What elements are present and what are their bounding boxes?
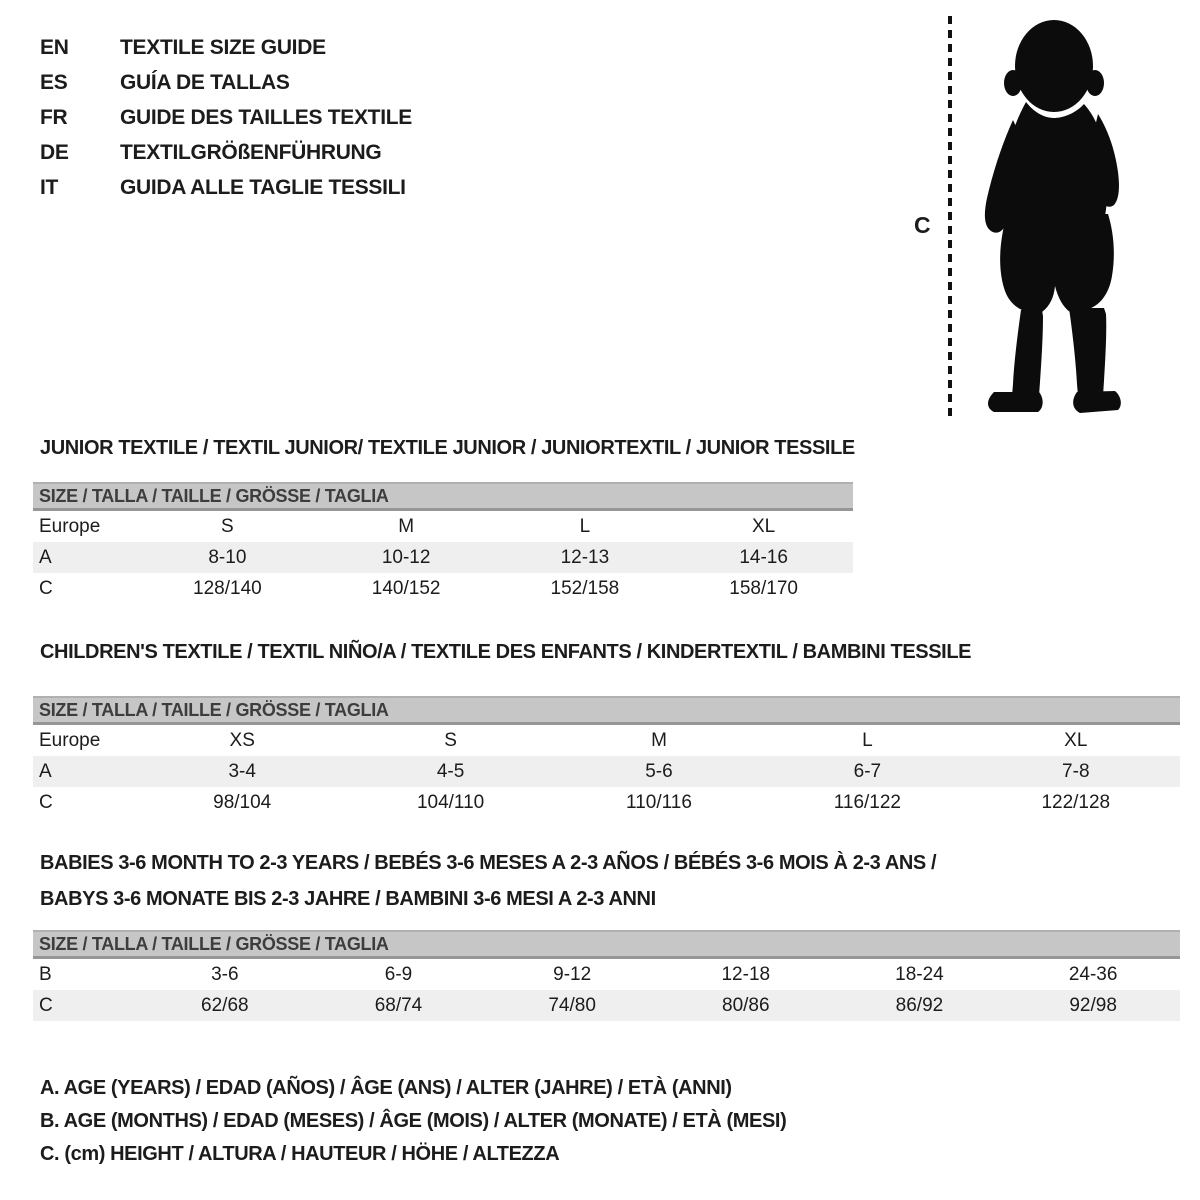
- height-cm-row: [33, 573, 853, 604]
- height-cell: 128/140: [193, 577, 262, 599]
- row-label: Europe: [39, 515, 101, 537]
- language-title-list: [40, 30, 412, 205]
- age-cell: 18-24: [895, 963, 944, 985]
- age-cell: 12-13: [496, 542, 675, 573]
- row-label: B: [39, 963, 52, 985]
- age-cell: 24-36: [1068, 963, 1118, 985]
- language-code: FR: [40, 105, 68, 129]
- height-cell: 74/80: [485, 990, 659, 1021]
- section-title-babies-line1: BABIES 3-6 MONTH TO 2-3 YEARS / BEBÉS 3-6 MESES A 2-3 AÑOS / BÉBÉS 3-6 MOIS À 2-3 ANS /: [40, 852, 937, 874]
- guide-title: TEXTILE SIZE GUIDE: [120, 35, 326, 59]
- age-cell: 3-4: [138, 756, 346, 787]
- row-label: C: [33, 990, 138, 1021]
- age-years-row: [33, 756, 1180, 787]
- age-cell: 7-8: [972, 756, 1180, 787]
- height-cm-row: [33, 990, 1180, 1021]
- age-months-row: [33, 958, 1180, 991]
- height-cell: 140/152: [371, 577, 441, 599]
- legend-age-years: A. AGE (YEARS) / EDAD (AÑOS) / ÂGE (ANS) / ALTER (JAHRE) / ETÀ (ANNI): [40, 1077, 732, 1099]
- child-height-figure: [890, 0, 1170, 430]
- row-label: C: [39, 577, 53, 599]
- row-label: A: [33, 542, 138, 573]
- size-header-row: [33, 483, 853, 510]
- age-cell: 8-10: [138, 542, 317, 573]
- age-cell: 3-6: [211, 963, 239, 985]
- language-code: DE: [40, 140, 69, 164]
- language-code: EN: [40, 35, 69, 59]
- language-row-es: [40, 65, 412, 100]
- height-cell: 104/110: [416, 791, 485, 813]
- toddler-silhouette-icon: [966, 16, 1136, 418]
- height-cm-row: [33, 787, 1180, 818]
- size-header-bar: SIZE / TALLA / TAILLE / GRÖSSE / TAGLIA: [33, 697, 1180, 724]
- size-cell: M: [398, 515, 415, 537]
- size-header-bar: SIZE / TALLA / TAILLE / GRÖSSE / TAGLIA: [33, 931, 1180, 958]
- height-measure-label: C: [914, 212, 931, 238]
- row-label: A: [33, 756, 138, 787]
- age-cell: 5-6: [555, 756, 763, 787]
- size-cell: XL: [1064, 729, 1088, 751]
- language-row-de: [40, 135, 412, 170]
- size-cell: XL: [752, 515, 776, 537]
- size-cell: S: [221, 515, 234, 537]
- language-row-it: [40, 170, 412, 205]
- height-cell: 92/98: [1006, 990, 1180, 1021]
- europe-size-row: [33, 724, 1180, 757]
- size-header-row: [33, 931, 1180, 958]
- height-cell: 98/104: [213, 791, 272, 813]
- size-cell: M: [651, 729, 667, 751]
- row-label: Europe: [39, 729, 101, 751]
- language-code: ES: [40, 70, 68, 94]
- height-cell: 62/68: [138, 990, 312, 1021]
- legend-height-cm: C. (cm) HEIGHT / ALTURA / HAUTEUR / HÖHE / ALTEZZA: [40, 1143, 560, 1165]
- height-cell: 122/128: [1041, 791, 1111, 813]
- size-header-bar: SIZE / TALLA / TAILLE / GRÖSSE / TAGLIA: [33, 483, 853, 510]
- size-cell: L: [862, 729, 873, 751]
- language-row-fr: [40, 100, 412, 135]
- height-cell: 152/158: [550, 577, 620, 599]
- size-cell: XS: [229, 729, 255, 751]
- legend-age-months: B. AGE (MONTHS) / EDAD (MESES) / ÂGE (MOIS) / ALTER (MONATE) / ETÀ (MESI): [40, 1110, 787, 1132]
- age-cell: 4-5: [346, 756, 554, 787]
- guide-title: TEXTILGRÖßENFÜHRUNG: [120, 140, 382, 164]
- language-code: IT: [40, 175, 59, 199]
- height-cell: 80/86: [659, 990, 833, 1021]
- height-cell: 86/92: [833, 990, 1007, 1021]
- age-years-row: [33, 542, 853, 573]
- age-cell: 10-12: [317, 542, 496, 573]
- europe-size-row: [33, 510, 853, 543]
- height-measure-dashed-line: [948, 16, 952, 418]
- size-cell: L: [579, 515, 591, 537]
- junior-size-table: [33, 482, 853, 604]
- legend: [40, 1072, 786, 1171]
- section-title-children: CHILDREN'S TEXTILE / TEXTIL NIÑO/A / TEXTILE DES ENFANTS / KINDERTEXTIL / BAMBINI TESSILE: [40, 641, 972, 663]
- height-cell: 116/122: [833, 791, 901, 813]
- height-cell: 68/74: [312, 990, 486, 1021]
- age-cell: 14-16: [674, 542, 853, 573]
- age-cell: 12-18: [721, 963, 771, 985]
- language-row-en: [40, 30, 412, 65]
- children-size-table: [33, 696, 1180, 818]
- guide-title: GUIDE DES TAILLES TEXTILE: [120, 105, 412, 129]
- height-cell: 158/170: [729, 577, 798, 599]
- age-cell: 9-12: [553, 963, 592, 985]
- guide-title: GUIDA ALLE TAGLIE TESSILI: [120, 175, 406, 199]
- babies-size-table: [33, 930, 1180, 1021]
- guide-title: GUÍA DE TALLAS: [120, 70, 290, 94]
- size-cell: S: [444, 729, 457, 751]
- height-cell: 110/116: [626, 791, 692, 813]
- age-cell: 6-9: [384, 963, 413, 985]
- section-title-babies-line2: BABYS 3-6 MONATE BIS 2-3 JAHRE / BAMBINI 3-6 MESI A 2-3 ANNI: [40, 888, 656, 910]
- row-label: C: [39, 791, 53, 813]
- size-header-row: [33, 697, 1180, 724]
- section-title-babies: [40, 845, 936, 917]
- age-cell: 6-7: [763, 756, 971, 787]
- section-title-junior: JUNIOR TEXTILE / TEXTIL JUNIOR/ TEXTILE JUNIOR / JUNIORTEXTIL / JUNIOR TESSILE: [40, 437, 855, 459]
